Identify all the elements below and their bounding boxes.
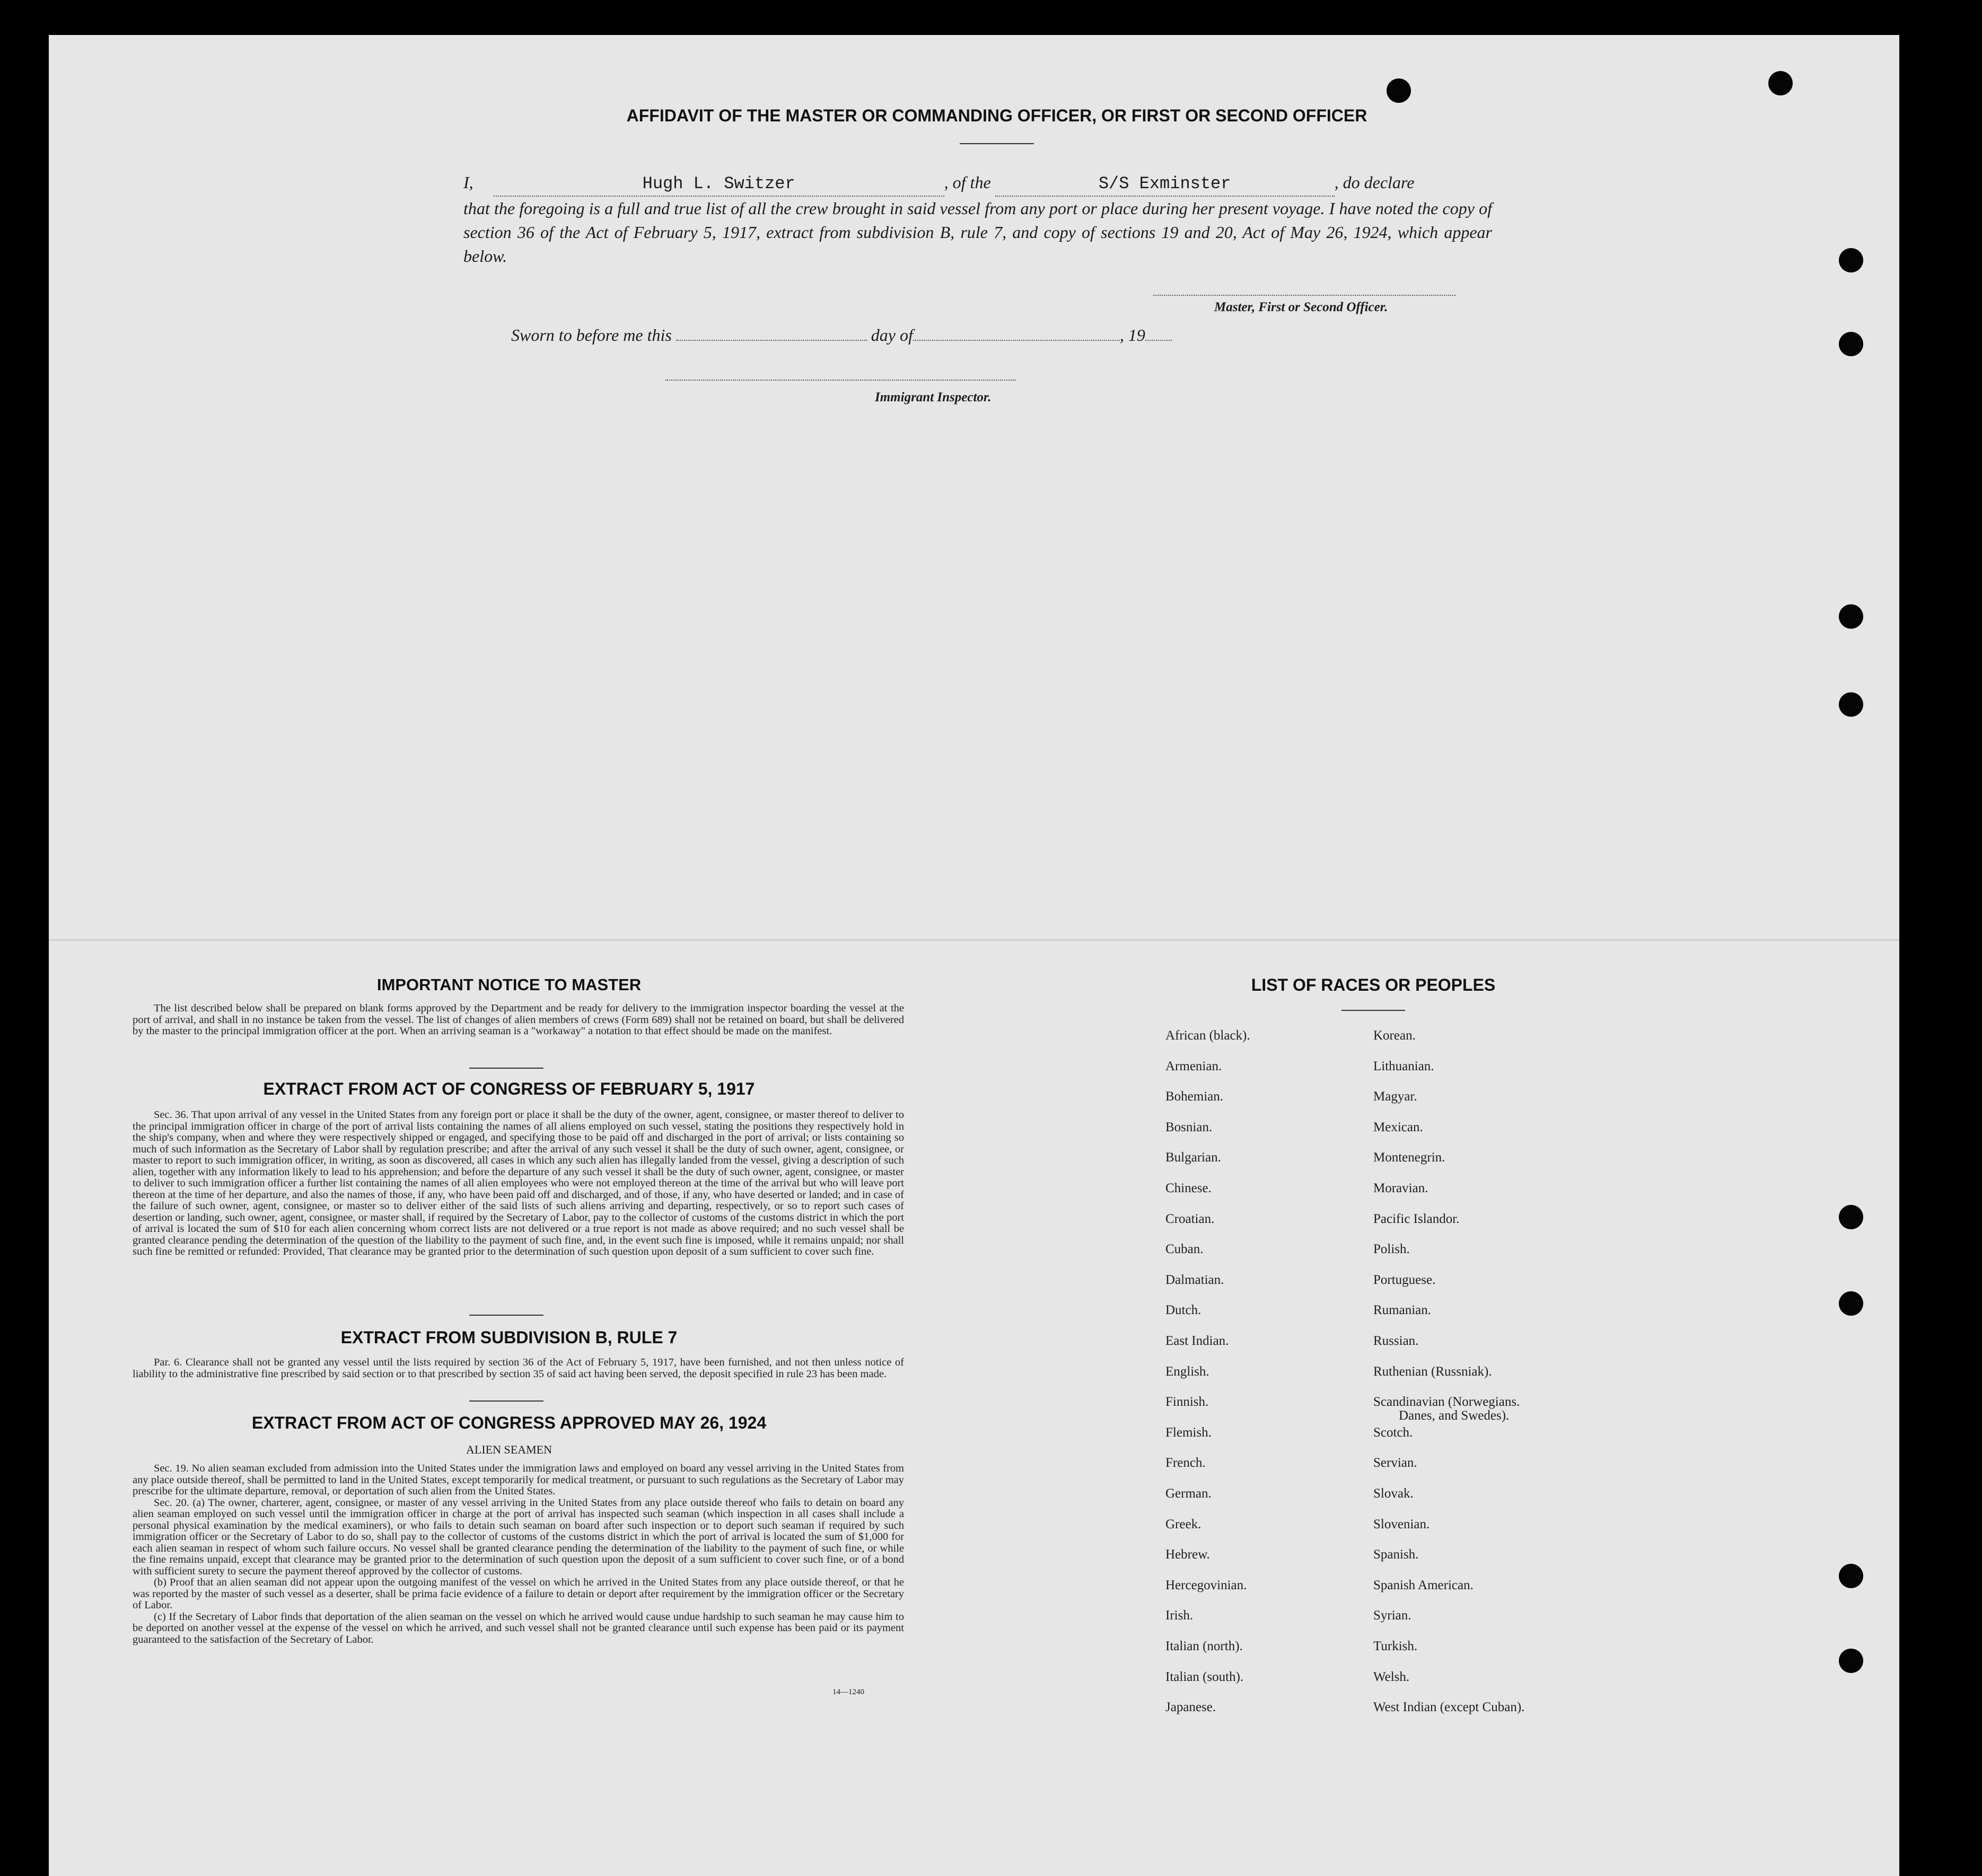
race-item: Russian.	[1373, 1334, 1419, 1348]
extract-1917-text	[133, 1109, 904, 1258]
inspector-label: Immigrant Inspector.	[875, 390, 992, 404]
race-item: Spanish American.	[1373, 1578, 1474, 1592]
race-item: Flemish.	[1165, 1425, 1212, 1440]
race-item: Scotch.	[1373, 1425, 1413, 1440]
race-item: Polish.	[1373, 1242, 1410, 1257]
vessel-name-field: S/S Exminster	[995, 172, 1335, 197]
alien-seamen-subtitle: ALIEN SEAMEN	[466, 1443, 552, 1456]
race-item: Greek.	[1165, 1517, 1202, 1531]
punch-hole	[1768, 71, 1793, 95]
race-item: Chinese.	[1165, 1181, 1212, 1195]
punch-hole	[1839, 1291, 1863, 1316]
race-item: Montenegrin.	[1373, 1150, 1445, 1165]
extract-1917-title: EXTRACT FROM ACT OF CONGRESS OF FEBRUARY 5, 1917	[263, 1079, 755, 1098]
notice-text	[133, 1003, 904, 1037]
notice-title: IMPORTANT NOTICE TO MASTER	[376, 975, 642, 994]
race-item: Bosnian.	[1165, 1120, 1213, 1134]
section-20a-paragraph: Sec. 20. (a) The owner, charterer, agent, consignee, or master of any vessel arriving in the United States from any place outside thereof who fails to detain on board any alien seaman employed on such vessel until the immigration officer in charge at the port of arrival has inspected such seaman (which inspection in all cases shall include a personal physical examination by the medical examiners), or who fails to detain such seaman on board after such inspection or to deport such seaman if required by such immigration officer or the Secretary of Labor to do so, shall pay to the collector of customs of the customs district in which the port of arrival is located the sum of $1,000 for each alien seaman in respect of whom such failure occurs. No vessel shall be granted clearance pending the determination of the liability to the payment of such fine, or while the fine remains unpaid, except that clearance may be granted prior to the determination of such question upon the deposit of a sum sufficient to cover such fine, or of a bond with sufficient surety to secure the payment thereof approved by the collector of customs.	[133, 1496, 904, 1577]
race-item: Lithuanian.	[1373, 1059, 1434, 1073]
race-item: Armenian.	[1165, 1059, 1222, 1073]
race-item: Bulgarian.	[1165, 1150, 1221, 1165]
extract-1924-title: EXTRACT FROM ACT OF CONGRESS APPROVED MAY 26, 1924	[251, 1413, 767, 1432]
year-label: , 19	[1119, 325, 1145, 345]
races-title-underline	[1341, 1010, 1405, 1011]
affidavit-statement	[463, 171, 1492, 268]
race-item: Syrian.	[1373, 1608, 1411, 1623]
race-item: Italian (south).	[1165, 1669, 1244, 1684]
affidavit-body-text: that the foregoing is a full and true list of all the crew brought in said vessel from any port or place during her present voyage. I have noted the copy of section 36 of the Act of February 5, 1917, extract from subdivision B, rule 7, and copy of sections 19 and 20, Act of May 26, 1924, which appear below.	[463, 199, 1492, 266]
race-item: Japanese.	[1165, 1700, 1216, 1715]
race-item: Hebrew.	[1165, 1547, 1210, 1562]
notice-paragraph: The list described below shall be prepared on blank forms approved by the Department and be ready for delivery to the immigration inspector boarding the vessel at the port of arrival, and shall in no instance be taken from the vessel. The list of changes of alien members of crews (Form 689) shall not be retained on board, but shall be delivered by the master to the principal immigration officer at the port. When an arriving seaman is a "workaway" a notation to that effect should be made on the manifest.	[133, 1002, 904, 1037]
race-item: West Indian (except Cuban).	[1373, 1700, 1525, 1715]
day-of-label: day of	[871, 325, 913, 345]
race-item: African (black).	[1165, 1028, 1250, 1043]
race-item: Spanish.	[1373, 1547, 1419, 1562]
race-item: Danes, and Swedes).	[1399, 1408, 1510, 1423]
race-item: German.	[1165, 1486, 1212, 1501]
sworn-day-blank	[676, 340, 867, 341]
extract-rule7-title: EXTRACT FROM SUBDIVISION B, RULE 7	[340, 1328, 678, 1347]
declaration-line	[463, 171, 1492, 197]
race-item: Slovenian.	[1373, 1517, 1430, 1531]
race-item: English.	[1165, 1364, 1209, 1379]
race-item: Cuban.	[1165, 1242, 1204, 1257]
punch-hole	[1839, 1205, 1863, 1229]
form-number: 14—1240	[832, 1688, 864, 1696]
of-the-label: , of the	[944, 173, 991, 192]
race-item: Hercegovinian.	[1165, 1578, 1247, 1592]
punch-hole	[1839, 332, 1863, 356]
sworn-year-blank	[1145, 340, 1172, 341]
extract-rule7-text	[133, 1357, 904, 1380]
sworn-month-blank	[913, 340, 1120, 341]
prefix-i: I,	[463, 173, 473, 192]
race-item: Magyar.	[1373, 1089, 1417, 1104]
section-20b-paragraph: (b) Proof that an alien seaman did not appear upon the outgoing manifest of the vessel on which he arrived in the United States from any place outside thereof, or that he was reported by the master of such vessel as a deserter, shall be prima facie evidence of a failure to detain or deport after requirement by the immigration officer or the Secretary of Labor.	[133, 1576, 904, 1611]
punch-hole	[1839, 692, 1863, 717]
punch-hole	[1839, 1649, 1863, 1673]
race-item: French.	[1165, 1456, 1206, 1470]
race-item: Finnish.	[1165, 1395, 1209, 1410]
race-item: Pacific Islandor.	[1373, 1211, 1460, 1226]
section-divider	[469, 1401, 543, 1402]
sworn-line	[511, 325, 1172, 345]
section-20c-paragraph: (c) If the Secretary of Labor finds that deportation of the alien seaman on the vessel on which he arrived would cause undue hardship to such seaman he may cause him to be deported on another vessel at the expense of the vessel on which he arrived, and such vessel shall not be granted clearance until such expense has been paid or its payment guaranteed to the satisfaction of the Secretary of Labor.	[133, 1610, 904, 1645]
master-signature-line	[1153, 295, 1455, 296]
race-item: Korean.	[1373, 1028, 1416, 1043]
race-item: Bohemian.	[1165, 1089, 1224, 1104]
section-36-paragraph: Sec. 36. That upon arrival of any vessel in the United States from any foreign port or place it shall be the duty of the owner, agent, consignee, or master thereof to deliver to the principal immigration officer in charge of the port of arrival lists containing the names of all aliens employed on such vessel, stating the positions they respectively hold in the ship's company, when and where they were respectively shipped or engaged, and specifying those to be paid off and discharged in the port of arrival; or lists containing so much of such information as the Secretary of Labor shall by regulation prescribe; and after the arrival of any such vessel it shall be the duty of such owner, agent, consignee, or master to report to such immigration officer, in writing, as soon as discovered, all cases in which any such alien has illegally landed from the vessel, giving a description of such alien, together with any information likely to lead to his apprehension; and before the departure of any such vessel it shall be the duty of such owner, agent, consignee, or master to deliver to such immigration officer a further list containing the names of all alien employees who were not employed thereon at the time of the arrival but who will leave port thereon at the time of her departure, and also the names of those, if any, who have been paid off and discharged, and of those, if any, who have deserted or landed; and in case of the failure of such owner, agent, consignee, or master so to deliver either of the said lists of such aliens arriving and departing, respectively, or so to report such cases of desertion or landing, such owner, agent, consignee, or master shall, if required by the Secretary of Labor, pay to the collector of customs of the customs district in which the port of arrival is located the sum of $10 for each alien concerning whom correct lists are not delivered or a true report is not made as above required; and no such vessel shall be granted clearance pending the determination of the question of the liability to the payment of such fine, and, in the event such fine is imposed, while it remains unpaid; nor shall such fine be remitted or refunded: Provided, That clearance may be granted prior to the determination of such question upon deposit of a sum sufficient to cover such fine.	[133, 1109, 904, 1257]
race-item: Scandinavian (Norwegians.	[1373, 1395, 1520, 1410]
race-item: Italian (north).	[1165, 1639, 1243, 1653]
race-item: Croatian.	[1165, 1211, 1215, 1226]
race-item: Turkish.	[1373, 1639, 1418, 1653]
title-underline	[960, 143, 1034, 144]
section-19-paragraph: Sec. 19. No alien seaman excluded from admission into the United States under the immigration laws and employed on board any vessel arriving in the United States from any place outside thereof, shall be permitted to land in the United States, except temporarily for medical treatment, or pursuant to such regulations as the Secretary of Labor may prescribe for the ultimate departure, removal, or deportation of such alien from the United States.	[133, 1463, 904, 1497]
affidavit-title: AFFIDAVIT OF THE MASTER OR COMMANDING OFFICER, OR FIRST OR SECOND OFFICER	[626, 106, 1367, 125]
race-item: Dalmatian.	[1165, 1272, 1224, 1287]
race-item: Rumanian.	[1373, 1303, 1432, 1318]
race-item: Dutch.	[1165, 1303, 1202, 1318]
fold-line	[49, 939, 1899, 941]
punch-hole	[1839, 1564, 1863, 1588]
sworn-label: Sworn to before me this	[511, 325, 672, 345]
punch-hole	[1387, 78, 1411, 103]
extract-1924-text	[133, 1463, 904, 1645]
race-item: Servian.	[1373, 1456, 1417, 1470]
section-divider	[469, 1315, 543, 1316]
race-item: Mexican.	[1373, 1120, 1423, 1134]
section-divider	[469, 1068, 543, 1069]
do-declare-label: , do declare	[1334, 173, 1415, 192]
race-item: East Indian.	[1165, 1334, 1229, 1348]
race-item: Slovak.	[1373, 1486, 1414, 1501]
races-title: LIST OF RACES OR PEOPLES	[1251, 975, 1496, 994]
race-item: Portuguese.	[1373, 1272, 1436, 1287]
inspector-signature-line	[665, 380, 1015, 381]
race-item: Ruthenian (Russniak).	[1373, 1364, 1492, 1379]
master-name-field: Hugh L. Switzer	[494, 172, 944, 197]
race-item: Moravian.	[1373, 1181, 1428, 1195]
race-item: Welsh.	[1373, 1669, 1410, 1684]
punch-hole	[1839, 248, 1863, 272]
race-item: Irish.	[1165, 1608, 1194, 1623]
rule7-paragraph: Par. 6. Clearance shall not be granted any vessel until the lists required by section 36 of the Act of February 5, 1917, have been furnished, and not then unless notice of liability to the administrative fine prescribed by said section or to that prescribed by section 35 of said act having been served, the deposit specified in rule 23 has been made.	[133, 1357, 904, 1380]
punch-hole	[1839, 604, 1863, 629]
master-signature-label: Master, First or Second Officer.	[1214, 300, 1388, 314]
